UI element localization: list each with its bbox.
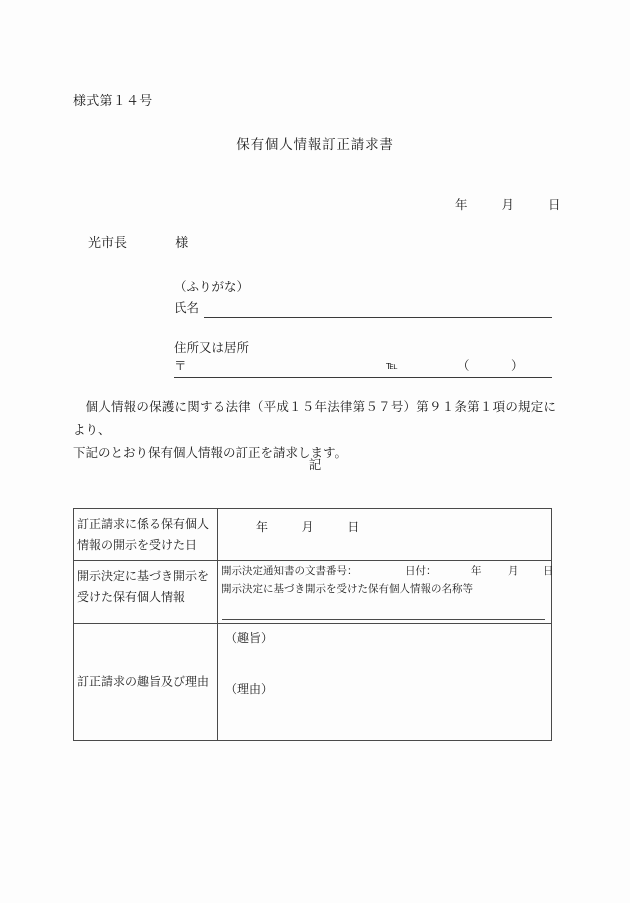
name-field-row [174,299,552,317]
legal-body-paragraph [73,395,556,464]
addressee-line [88,235,188,254]
disclosure-year-label: 年 [256,520,269,534]
row-purpose-reason-label-text: 訂正請求の趣旨及び理由 [77,674,210,689]
addressee-office: 光市長 [88,236,128,251]
legal-body-line-2: 下記のとおり保有個人情報の訂正を請求します。 [73,445,348,461]
row-disclosure-date-label [74,509,218,561]
furigana-label: （ふりがな） [174,279,250,294]
tel-paren-open: （ [457,358,470,373]
doc-date-label: 日付： [405,565,437,578]
legal-body-line-1: 個人情報の保護に関する法律（平成１５年法律第５７号）第９１条第１項の規定により、 [73,399,556,438]
disclosed-info-docnumber-line [221,564,554,580]
date-day-label: 日 [547,197,561,212]
date-month-label: 月 [501,197,514,212]
doc-day-label: 日 [543,565,554,578]
row-disclosure-date-label-text: 訂正請求に係る保有個人情報の開示を受けた日 [77,517,210,552]
name-input-rule[interactable] [204,317,552,318]
table-row [74,624,552,741]
disclosure-date-input[interactable] [218,509,551,553]
row-disclosed-info-label [74,561,218,624]
telephone-icon: ℡ [386,359,398,372]
doc-month-label: 月 [508,565,519,578]
submission-date-line [455,196,560,214]
disclosed-info-name-label: 開示決定に基づき開示を受けた保有個人情報の名称等 [221,583,473,596]
address-input-rule[interactable] [174,377,552,378]
row-purpose-reason-label-wrap [74,624,217,740]
row-purpose-reason-label [74,624,218,741]
table-row [74,509,552,561]
disclosure-month-label: 月 [301,520,314,534]
date-year-label: 年 [455,197,468,212]
disclosed-info-input[interactable] [218,561,554,623]
addressee-honorific: 様 [175,236,189,251]
doc-number-label: 開示決定通知書の文書番号： [221,565,358,578]
ki-marker: 記 [308,457,322,472]
table-row [74,561,552,624]
purpose-reason-input[interactable] [218,624,551,740]
form-number: 様式第１４号 [73,94,153,109]
postal-code-icon: 〒 [174,358,187,373]
address-label: 住所又は居所 [174,340,250,355]
disclosure-day-label: 日 [347,520,360,534]
name-label: 氏名 [174,300,200,315]
address-field-row [174,357,552,377]
request-details-table [73,508,552,741]
row-purpose-reason-value[interactable] [218,624,552,741]
document-title: 保有個人情報訂正請求書 [236,137,394,153]
row-disclosed-info-label-text: 開示決定に基づき開示を受けた保有個人情報 [77,569,210,604]
row-disclosed-info-value[interactable] [218,561,552,624]
row-disclosure-date-value[interactable] [218,509,552,561]
purpose-label: （趣旨） [225,631,274,646]
tel-paren-close: ） [511,358,524,373]
disclosed-info-name-rule[interactable] [222,619,545,620]
reason-label: （理由） [225,682,274,697]
doc-year-label: 年 [471,565,482,578]
